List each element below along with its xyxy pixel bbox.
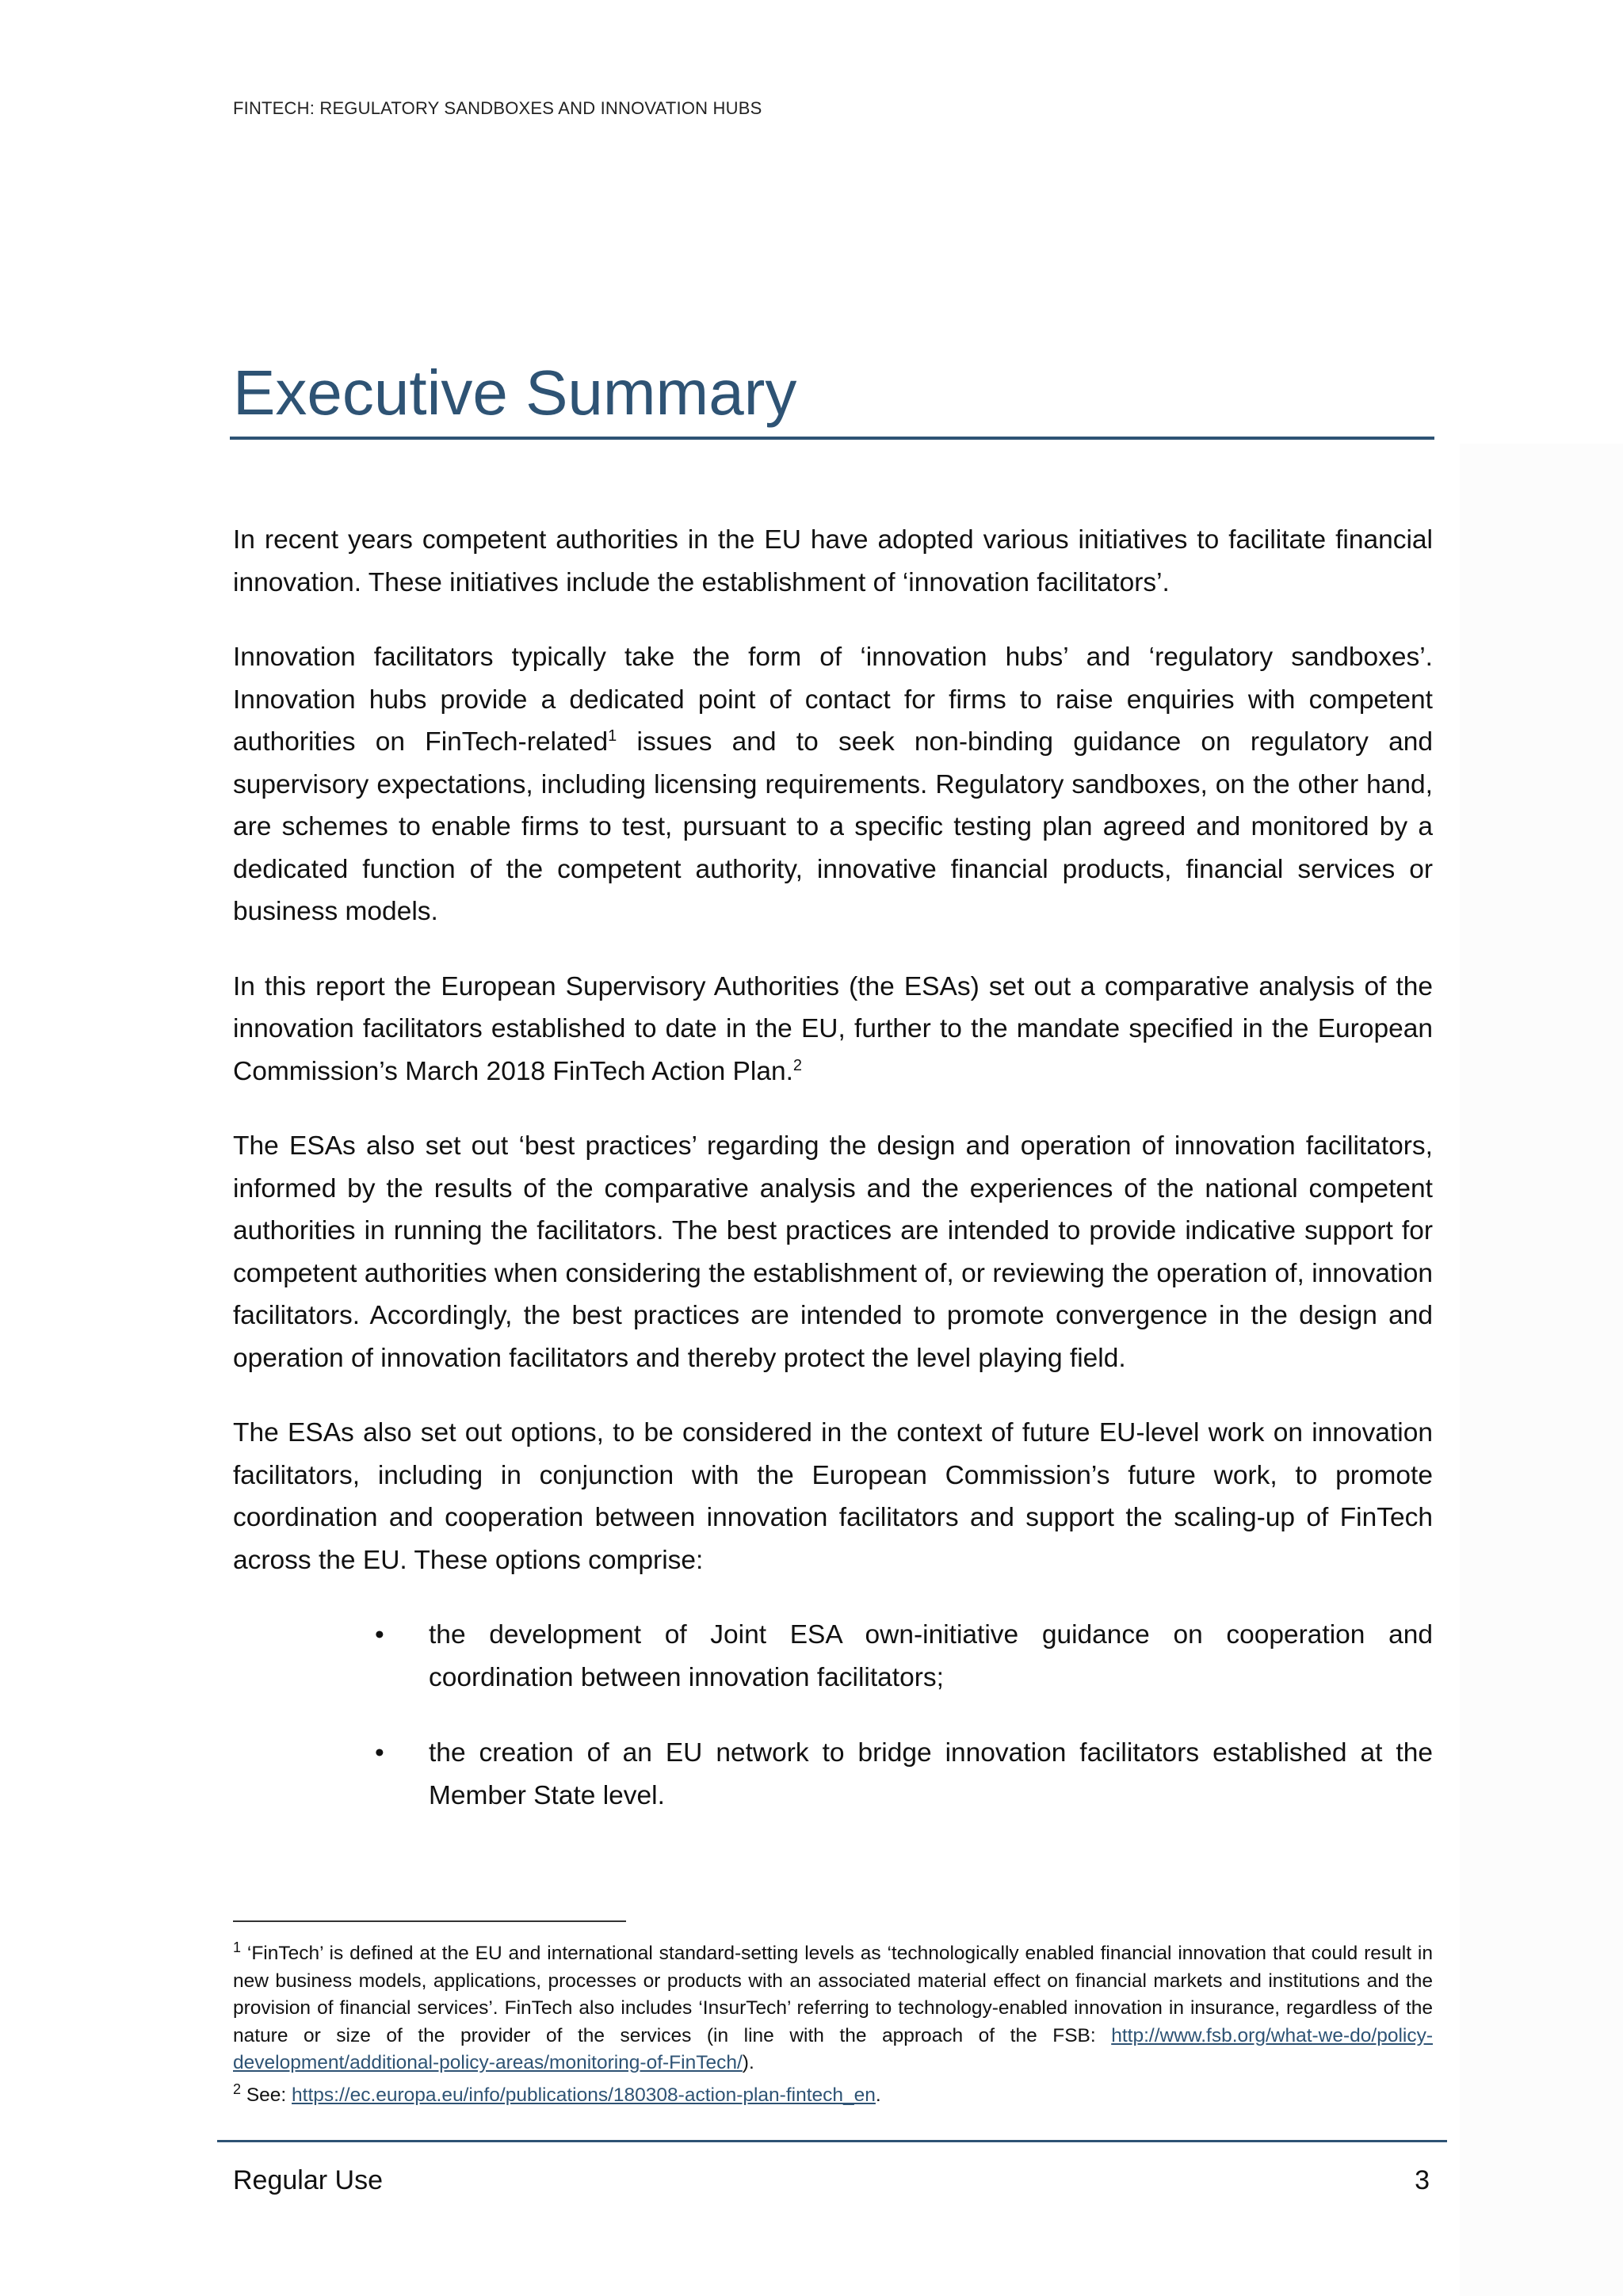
paragraph-2-part-b: issues and to seek non-binding guidance on regulatory and supervisory expectations, including licensing requirements. Regulatory sandboxes, on the other hand, are schemes to enable firms to test, pursuant to a specific testing plan agreed and monitored by a dedicated function of the competent authority, innovative financial products, financial services or business models. bbox=[233, 727, 1433, 926]
footer-rule bbox=[217, 2140, 1447, 2142]
section-title: Executive Summary bbox=[233, 357, 797, 428]
list-item bbox=[375, 1614, 1433, 1699]
page-edge-shading bbox=[1460, 444, 1623, 2296]
footnote-2-text: See: bbox=[241, 2084, 292, 2106]
footnote-2-number: 2 bbox=[233, 2081, 242, 2097]
footer-classification: Regular Use bbox=[233, 2165, 383, 2195]
footnote-1-number: 1 bbox=[233, 1939, 242, 1955]
footnote-1 bbox=[233, 1940, 1433, 2077]
page-number: 3 bbox=[1415, 2165, 1430, 2195]
title-underline bbox=[230, 437, 1434, 440]
body-text bbox=[233, 519, 1433, 1850]
bullet-icon: • bbox=[375, 1738, 384, 1768]
paragraph-5: The ESAs also set out options, to be considered in the context of future EU-level work on innovation facilitators, including in conjunction with the European Commission’s future work, to promote coordination and cooperation between innovation facilitators and support the scaling-up of FinTech across the EU. These options comprise: bbox=[233, 1418, 1433, 1575]
footnote-1-text: ‘FinTech’ is defined at the EU and international standard-setting levels as ‘technologically enabled financial innovation that could result in new business models, applications, processes or products with an associated material effect on financial markets and institutions and the provision of financial services’. FinTech also includes ‘InsurTech’ referring to technology-enabled innovation in insurance, regardless of the nature or size of the provider of the services (in line with the approach of the FSB: bbox=[233, 1943, 1433, 2046]
footnote-separator bbox=[233, 1920, 626, 1922]
list-item-text: the development of Joint ESA own-initiative guidance on cooperation and coordination between innovation facilitators; bbox=[429, 1620, 1433, 1692]
paragraph-1: In recent years competent authorities in the EU have adopted various initiatives to facilitate financial innovation. These initiatives include the establishment of ‘innovation facilitators’. bbox=[233, 525, 1433, 597]
fsb-link[interactable]: http://www.fsb.org/what-we-do/policy-development/additional-policy-areas/monitoring-of-FinTech/ bbox=[233, 2024, 1433, 2073]
options-list bbox=[233, 1614, 1433, 1817]
list-item bbox=[375, 1732, 1433, 1817]
paragraph-2-part-a: Innovation facilitators typically take the form of ‘innovation hubs’ and ‘regulatory sandboxes’. Innovation hubs provide a dedicated point of contact for firms to raise enquiries with competent authorities on FinTech-related bbox=[233, 643, 1433, 757]
paragraph-2 bbox=[233, 636, 1433, 933]
footnote-ref-2[interactable]: 2 bbox=[792, 1056, 803, 1074]
paragraph-3 bbox=[233, 966, 1433, 1093]
bullet-icon: • bbox=[375, 1620, 384, 1650]
footnote-2-end: . bbox=[875, 2084, 881, 2106]
list-item-text: the creation of an EU network to bridge innovation facilitators established at the Member State level. bbox=[429, 1738, 1433, 1810]
footnote-2 bbox=[233, 2082, 1433, 2110]
paragraph-4: The ESAs also set out ‘best practices’ regarding the design and operation of innovation facilitators, informed by the results of the comparative analysis and the experiences of the national competent authorities in running the facilitators. The best practices are intended to provide indicative support for competent authorities when considering the establishment of, or reviewing the operation of, innovation facilitators. Accordingly, the best practices are intended to promote convergence in the design and operation of innovation facilitators and thereby protect the level playing field. bbox=[233, 1131, 1433, 1373]
footnote-ref-1[interactable]: 1 bbox=[608, 727, 617, 745]
footnotes bbox=[233, 1940, 1433, 2114]
paragraph-3-text: In this report the European Supervisory Authorities (the ESAs) set out a comparative analysis of the innovation facilitators established to date in the EU, further to the mandate specified in the European Commission’s March 2018 FinTech Action Plan. bbox=[233, 971, 1433, 1086]
europa-link[interactable]: https://ec.europa.eu/info/publications/180308-action-plan-fintech_en bbox=[292, 2084, 876, 2106]
running-header: FINTECH: REGULATORY SANDBOXES AND INNOVATION HUBS bbox=[233, 98, 762, 118]
footnote-1-end: ). bbox=[742, 2052, 754, 2073]
